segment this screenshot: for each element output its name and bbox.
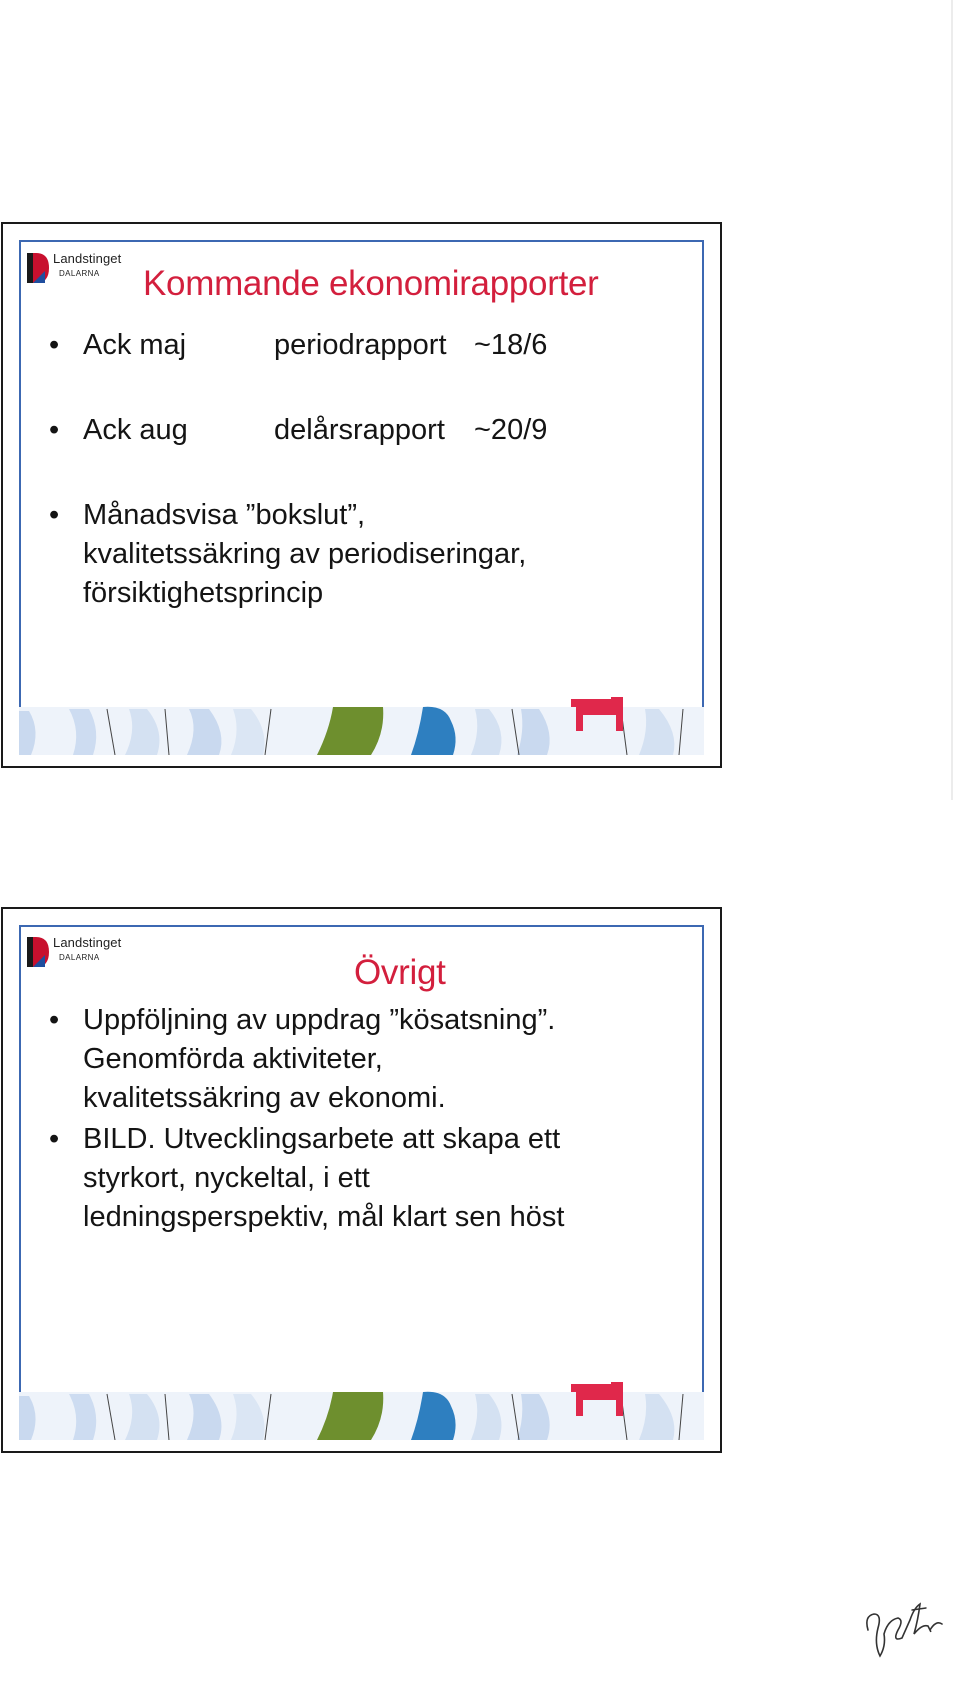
logo bbox=[25, 251, 135, 291]
row-report: delårsrapport bbox=[274, 414, 445, 446]
bullet-line: Genomförda aktiviteter, bbox=[83, 1043, 383, 1075]
bullet-item bbox=[49, 411, 547, 496]
footer-decoration bbox=[19, 1382, 704, 1440]
logo-name: Landstinget bbox=[53, 935, 122, 950]
bullet-line: kvalitetssäkring av ekonomi. bbox=[83, 1082, 446, 1114]
row-label: Ack aug bbox=[83, 414, 188, 446]
logo-region: DALARNA bbox=[59, 269, 100, 278]
logo-icon bbox=[25, 251, 51, 285]
row-date: ~18/6 bbox=[474, 329, 548, 361]
logo-name: Landstinget bbox=[53, 251, 122, 266]
logo-region: DALARNA bbox=[59, 953, 100, 962]
logo bbox=[25, 935, 135, 975]
page-edge-shadow bbox=[951, 0, 953, 800]
bullet-line: styrkort, nyckeltal, i ett bbox=[83, 1162, 370, 1194]
row-report: periodrapport bbox=[274, 329, 447, 361]
bullet-list bbox=[49, 1001, 564, 1237]
slide-2 bbox=[1, 907, 722, 1453]
signature bbox=[858, 1590, 948, 1662]
bullet-line: kvalitetssäkring av periodiseringar, bbox=[83, 538, 527, 570]
bullet-list bbox=[49, 326, 547, 613]
bullet-line: • Uppföljning av uppdrag ”kösatsning”. bbox=[83, 1004, 556, 1036]
bullet-item bbox=[49, 326, 547, 411]
bullet-line: • Månadsvisa ”bokslut”, bbox=[83, 499, 366, 531]
row-label: Ack maj bbox=[83, 329, 187, 361]
bullet-line: • BILD. Utvecklingsarbete att skapa ett bbox=[83, 1123, 561, 1155]
bullet-item bbox=[49, 1120, 564, 1237]
footer-decoration bbox=[19, 697, 704, 755]
bullet-line: försiktighetsprincip bbox=[83, 577, 324, 609]
row-date: ~20/9 bbox=[474, 414, 548, 446]
slide-title: Övrigt bbox=[354, 953, 446, 992]
logo-icon bbox=[25, 935, 51, 969]
slide-1 bbox=[1, 222, 722, 768]
bullet-item bbox=[49, 1001, 564, 1118]
bullet-line: ledningsperspektiv, mål klart sen höst bbox=[83, 1201, 565, 1233]
slide-title: Kommande ekonomirapporter bbox=[143, 264, 599, 303]
bullet-item bbox=[49, 496, 547, 613]
